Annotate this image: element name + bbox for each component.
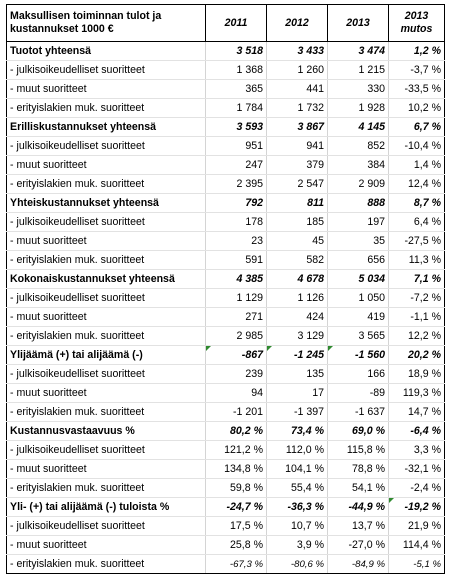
cell-change: 18,9 % [389,365,445,384]
cell-2011: 239 [206,365,267,384]
cell-2012: -1 397 [267,403,328,422]
cell-2011: -1 201 [206,403,267,422]
cell-2011: 94 [206,384,267,403]
cell-2013: 888 [328,194,389,213]
cell-change: -32,1 % [389,460,445,479]
cell-2011: 3 518 [206,42,267,61]
table-row [7,175,445,194]
cell-change: 1,4 % [389,156,445,175]
cell-change: -2,4 % [389,479,445,498]
cell-2012: -80,6 % [267,555,328,574]
cell-2011: -67,3 % [206,555,267,574]
cell-2013: 656 [328,251,389,270]
cell-2013: 1 050 [328,289,389,308]
table-row [7,308,445,327]
table-total-row [7,42,445,61]
cell-2012: 17 [267,384,328,403]
table-total-row [7,422,445,441]
cell-2013: -27,0 % [328,536,389,555]
cell-2013: -89 [328,384,389,403]
table-row [7,365,445,384]
cell-change: -1,1 % [389,308,445,327]
row-label: - muut suoritteet [7,460,206,479]
header-row [7,5,445,42]
cell-change: 6,7 % [389,118,445,137]
cell-2012: 55,4 % [267,479,328,498]
cell-2011: 247 [206,156,267,175]
table-row [7,403,445,422]
cell-2013: 1 215 [328,61,389,80]
cell-2012: 811 [267,194,328,213]
row-label: Ylijäämä (+) tai alijäämä (-) [7,346,206,365]
cell-2012: 1 126 [267,289,328,308]
cell-2013: 35 [328,232,389,251]
row-label: - muut suoritteet [7,536,206,555]
row-label: Kustannusvastaavuus % [7,422,206,441]
row-label: - erityislakien muk. suoritteet [7,251,206,270]
row-label: - erityislakien muk. suoritteet [7,99,206,118]
cell-2011: 178 [206,213,267,232]
cell-2013: 3 474 [328,42,389,61]
cell-2011: -24,7 % [206,498,267,517]
cell-2013: 330 [328,80,389,99]
header-year-2012: 2012 [267,5,328,42]
cell-change: -3,7 % [389,61,445,80]
cell-2012: 3 867 [267,118,328,137]
cell-2013: 13,7 % [328,517,389,536]
cell-2012: 441 [267,80,328,99]
cell-2012: 185 [267,213,328,232]
table-body [7,42,445,574]
cell-2011: 2 395 [206,175,267,194]
table-row [7,232,445,251]
table-total-row [7,270,445,289]
cell-change: 12,2 % [389,327,445,346]
row-label: - muut suoritteet [7,232,206,251]
row-label: - erityislakien muk. suoritteet [7,327,206,346]
cell-2013: 5 034 [328,270,389,289]
row-label: Erilliskustannukset yhteensä [7,118,206,137]
cell-2011: 591 [206,251,267,270]
cell-2011: 1 784 [206,99,267,118]
cell-2011: 134,8 % [206,460,267,479]
cell-2013: 4 145 [328,118,389,137]
cell-2013: 419 [328,308,389,327]
cell-2012: 104,1 % [267,460,328,479]
cell-change: 3,3 % [389,441,445,460]
cell-2011: 23 [206,232,267,251]
cell-2011: -867 [206,346,267,365]
cell-2011: 25,8 % [206,536,267,555]
table-row [7,289,445,308]
cell-2012: 4 678 [267,270,328,289]
cell-2011: 792 [206,194,267,213]
row-label: - erityislakien muk. suoritteet [7,555,206,574]
row-label: - muut suoritteet [7,156,206,175]
cell-2012: 3 433 [267,42,328,61]
cell-change: -33,5 % [389,80,445,99]
cell-2012: 10,7 % [267,517,328,536]
cell-change: -7,2 % [389,289,445,308]
header-year-2011: 2011 [206,5,267,42]
row-label: Kokonaiskustannukset yhteensä [7,270,206,289]
cell-2012: 379 [267,156,328,175]
cell-2012: -1 245 [267,346,328,365]
cell-change: -27,5 % [389,232,445,251]
cell-2011: 1 368 [206,61,267,80]
cell-2011: 951 [206,137,267,156]
cell-2013: 166 [328,365,389,384]
cell-change: 21,9 % [389,517,445,536]
table-row [7,460,445,479]
cell-change: 114,4 % [389,536,445,555]
row-label: - muut suoritteet [7,384,206,403]
table-row [7,213,445,232]
cell-change: 20,2 % [389,346,445,365]
cell-2013: 1 928 [328,99,389,118]
row-label: Tuotot yhteensä [7,42,206,61]
table-row [7,441,445,460]
header-year-2013: 2013 [328,5,389,42]
row-label: - erityislakien muk. suoritteet [7,175,206,194]
cell-2013: -1 560 [328,346,389,365]
cell-change: 14,7 % [389,403,445,422]
table-row [7,80,445,99]
row-label: - julkisoikeudelliset suoritteet [7,137,206,156]
row-label: - julkisoikeudelliset suoritteet [7,289,206,308]
table-row [7,327,445,346]
cell-change: 6,4 % [389,213,445,232]
cell-2013: 78,8 % [328,460,389,479]
table-row [7,156,445,175]
cell-2012: 3,9 % [267,536,328,555]
table-row [7,555,445,574]
cell-change: 10,2 % [389,99,445,118]
table-total-row [7,118,445,137]
cell-2011: 271 [206,308,267,327]
cell-2013: 3 565 [328,327,389,346]
cell-2012: 135 [267,365,328,384]
cell-change: -6,4 % [389,422,445,441]
cell-2011: 2 985 [206,327,267,346]
cell-change: 12,4 % [389,175,445,194]
row-label: - julkisoikeudelliset suoritteet [7,61,206,80]
row-label: Yhteiskustannukset yhteensä [7,194,206,213]
table-row [7,384,445,403]
row-label: - erityislakien muk. suoritteet [7,479,206,498]
cell-2012: 424 [267,308,328,327]
row-label: - muut suoritteet [7,308,206,327]
row-label: - julkisoikeudelliset suoritteet [7,517,206,536]
cell-change: -5,1 % [389,555,445,574]
revenue-cost-table [6,4,445,574]
cell-2012: 112,0 % [267,441,328,460]
cell-2011: 121,2 % [206,441,267,460]
table-total-row [7,346,445,365]
table-row [7,479,445,498]
table-row [7,251,445,270]
cell-2011: 4 385 [206,270,267,289]
cell-2011: 59,8 % [206,479,267,498]
header-label: Maksullisen toiminnan tulot ja kustannukset 1000 € [7,5,206,42]
cell-change: 7,1 % [389,270,445,289]
cell-2011: 80,2 % [206,422,267,441]
cell-2012: 2 547 [267,175,328,194]
row-label: - muut suoritteet [7,80,206,99]
cell-2013: 852 [328,137,389,156]
cell-2013: 2 909 [328,175,389,194]
cell-2013: 69,0 % [328,422,389,441]
cell-change: 11,3 % [389,251,445,270]
cell-change: 119,3 % [389,384,445,403]
cell-2013: 197 [328,213,389,232]
cell-2013: 115,8 % [328,441,389,460]
row-label: - julkisoikeudelliset suoritteet [7,365,206,384]
cell-change: 1,2 % [389,42,445,61]
table-row [7,99,445,118]
cell-2012: 1 732 [267,99,328,118]
cell-2012: -36,3 % [267,498,328,517]
table-total-row [7,194,445,213]
row-label: - erityislakien muk. suoritteet [7,403,206,422]
cell-2012: 1 260 [267,61,328,80]
cell-2011: 3 593 [206,118,267,137]
cell-2012: 73,4 % [267,422,328,441]
cell-change: -19,2 % [389,498,445,517]
row-label: - julkisoikeudelliset suoritteet [7,213,206,232]
table-row [7,517,445,536]
cell-2012: 941 [267,137,328,156]
row-label: Yli- (+) tai alijäämä (-) tuloista % [7,498,206,517]
table-total-row [7,498,445,517]
table-row [7,137,445,156]
cell-2011: 17,5 % [206,517,267,536]
cell-2011: 365 [206,80,267,99]
cell-2012: 582 [267,251,328,270]
cell-2012: 45 [267,232,328,251]
cell-2013: -1 637 [328,403,389,422]
cell-2013: -84,9 % [328,555,389,574]
cell-change: 8,7 % [389,194,445,213]
table-row [7,61,445,80]
cell-change: -10,4 % [389,137,445,156]
table-row [7,536,445,555]
header-change: 2013 mutos [389,5,445,42]
cell-2012: 3 129 [267,327,328,346]
cell-2013: -44,9 % [328,498,389,517]
row-label: - julkisoikeudelliset suoritteet [7,441,206,460]
cell-2011: 1 129 [206,289,267,308]
cell-2013: 54,1 % [328,479,389,498]
cell-2013: 384 [328,156,389,175]
